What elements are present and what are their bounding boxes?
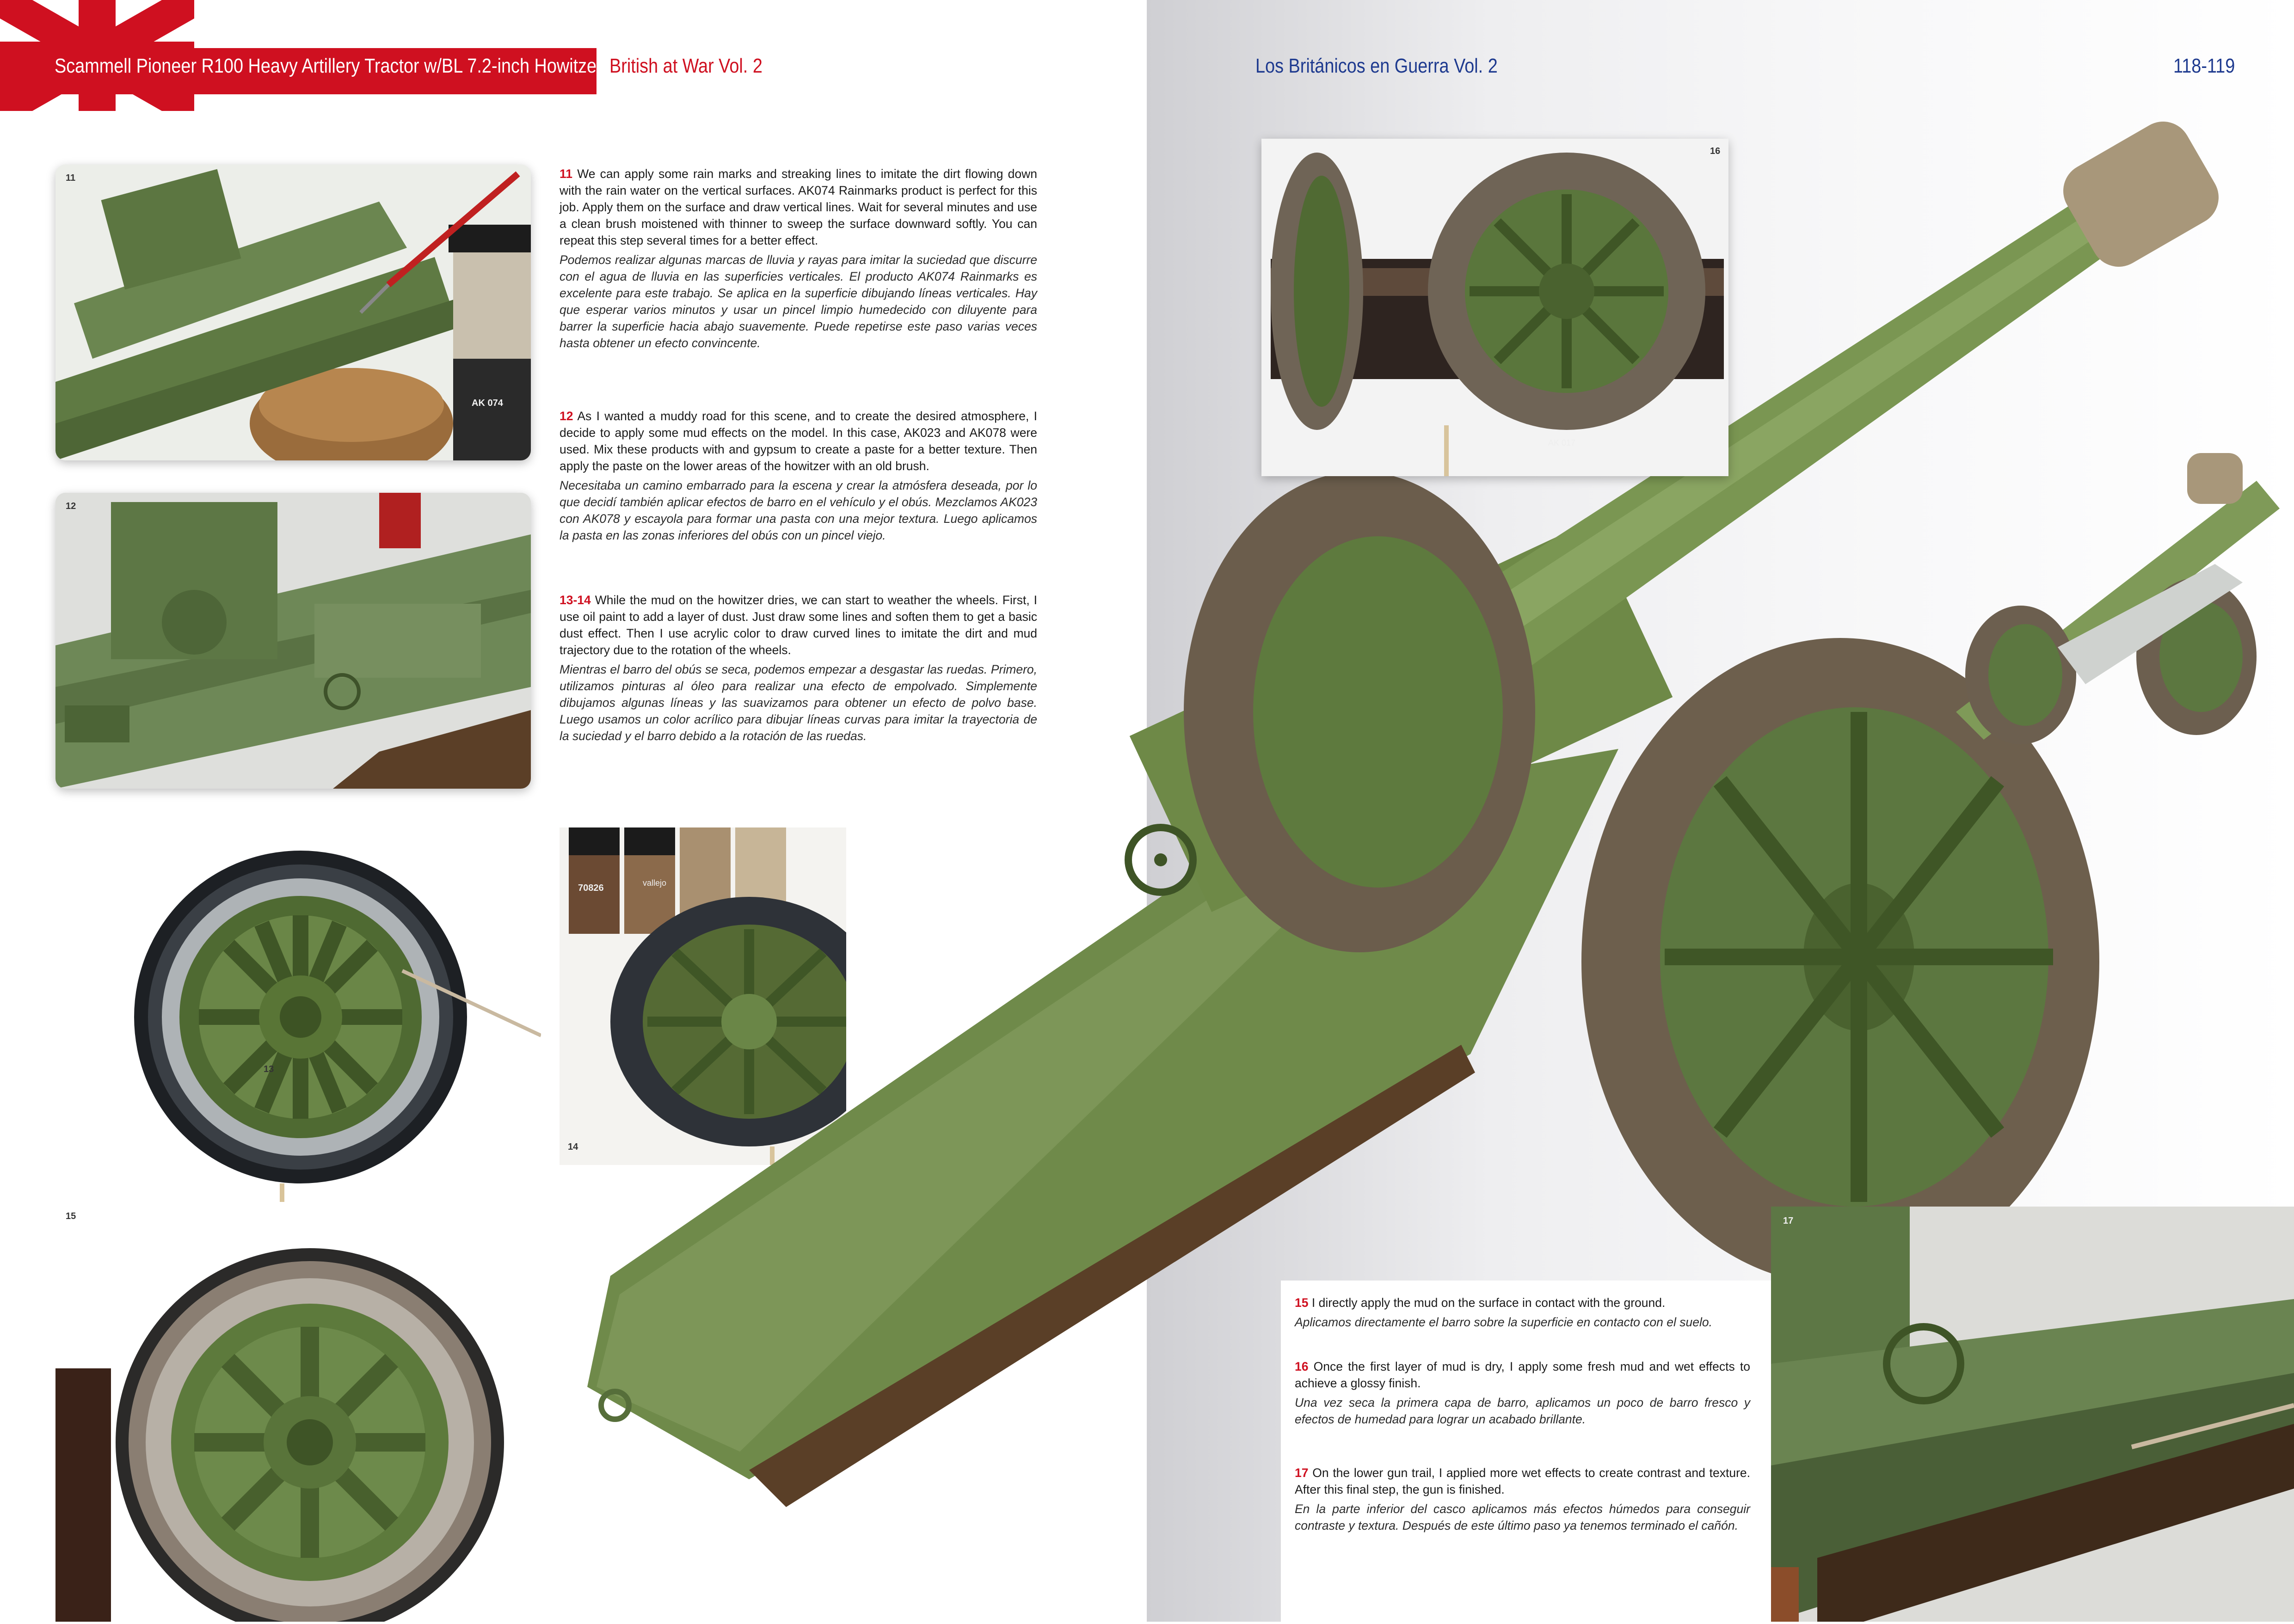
step-text-es: Mientras el barro del obús se seca, podemos empezar a desgastar las ruedas. Primero, utilizamos pinturas al óleo para realizar una efecto de empolvado. Simplemente dibujamos algunas líneas y las suavizamos para obtener un efecto de polvo base. Luego usamos un color acrílico para dibujar líneas curvas para imitar la trayectoria de la suciedad y el barro debido a la rotación de las ruedas. [560, 662, 1037, 743]
photo-number: 16 [1710, 146, 1721, 156]
step-text-en: Once the first layer of mud is dry, I apply some fresh mud and wet effects to achieve a glossy finish. [1295, 1360, 1750, 1390]
step-number: 16 [1295, 1360, 1309, 1373]
jar-brand: vallejo [643, 878, 667, 888]
photo-number: 17 [1783, 1216, 1794, 1226]
photo-number: 15 [66, 1211, 76, 1221]
text-box-white [1281, 1281, 1771, 1622]
step-text-en: On the lower gun trail, I applied more wet effects to create contrast and texture. After this final step, the gun is finished. [1295, 1466, 1750, 1496]
photo-number: 14 [568, 1142, 578, 1152]
step-number: 15 [1295, 1296, 1309, 1310]
photo-16 [1261, 139, 1728, 476]
page-title: Scammell Pioneer R100 Heavy Artillery Tractor w/BL 7.2-inch Howitzer [55, 55, 603, 77]
step-text-es: Una vez seca la primera capa de barro, aplicamos un poco de barro fresco y efectos de humedad para lograr un acabado brillante. [1295, 1396, 1750, 1426]
page-numbers: 118-119 [2173, 55, 2235, 77]
step-text-es: Aplicamos directamente el barro sobre la superficie en contacto con el suelo. [1295, 1315, 1712, 1329]
step-number: 13-14 [560, 593, 591, 607]
step-16-block [1295, 1358, 1750, 1428]
photo-12 [55, 493, 531, 789]
photo-13 [125, 841, 541, 1248]
step-text-es: Podemos realizar algunas marcas de lluvia y rayas para imitar la suciedad que discurre con el agua de lluvia en las superficies verticales. El producto AK074 Rainmarks es excelente para este trabajo. Se aplica en la superficie dibujando líneas verticales. Hay que esperar varios minutos y usar un pincel limpio humedecido con diluyente para barrer la superficie hacia abajo suavemente. Puede repetirse este paso varias veces hasta obtener un efecto convincente. [560, 253, 1037, 350]
step-number: 11 [560, 167, 573, 181]
photo-11 [55, 165, 531, 460]
step-number: 17 [1295, 1466, 1309, 1480]
step-text-en: As I wanted a muddy road for this scene, and to create the desired atmosphere, I decide to apply some mud effects on the model. In this case, AK023 and AK078 were used. Mix these products with and gypsum to create a paste for a better texture. Then apply the paste on the lower areas of the howitzer with an old brush. [560, 409, 1037, 473]
book-title-es: Los Británicos en Guerra Vol. 2 [1255, 55, 1498, 77]
step-text-en: We can apply some rain marks and streaking lines to imitate the dirt flowing down with the rain water on the vertical surfaces. AK074 Rainmarks product is perfect for this job. Apply them on the surface and draw vertical lines. Wait for several minutes and use a clean brush moistened with thinner to sweep the surface downward softly. You can repeat this step several times for a better effect. [560, 167, 1037, 247]
photo-17 [1771, 1207, 2294, 1622]
step-17-block [1295, 1465, 1750, 1534]
jar-label: 70826 [578, 883, 604, 893]
step-text-en: While the mud on the howitzer dries, we can start to weather the wheels. First, I use oil paint to add a layer of dust. Just draw some lines and soften them to get a basic dust effect. Then I use acrylic color to draw curved lines to imitate the dirt and mud trajectory due to the rotation of the wheels. [560, 593, 1037, 657]
jar-label: AK 074 [472, 398, 503, 408]
book-title-en: British at War Vol. 2 [609, 55, 763, 77]
step-text-es: Necesitaba un camino embarrado para la escena y crear la atmósfera deseada, por lo que decidí también aplicar efectos de barro en el vehículo y el obús. Mezclamos AK023 con AK078 y escayola para formar una pasta con una mejor textura. Luego aplicamos la pasta en las zonas inferiores del obús con un pincel viejo. [560, 478, 1037, 542]
step-15-block [1295, 1294, 1750, 1330]
step-text-en: I directly apply the mud on the surface in contact with the ground. [1311, 1296, 1666, 1310]
step-text-es: En la parte inferior del casco aplicamos más efectos húmedos para conseguir contraste y textura. Después de este último paso ya tenemos terminado el cañón. [1295, 1502, 1750, 1532]
photo-number: 12 [66, 501, 76, 511]
step-number: 12 [560, 409, 573, 423]
jar-label: AK 017 [1548, 438, 1576, 447]
photo-number: 11 [66, 173, 76, 183]
photo-number: 13 [264, 1064, 274, 1074]
photo-15 [55, 1202, 587, 1622]
